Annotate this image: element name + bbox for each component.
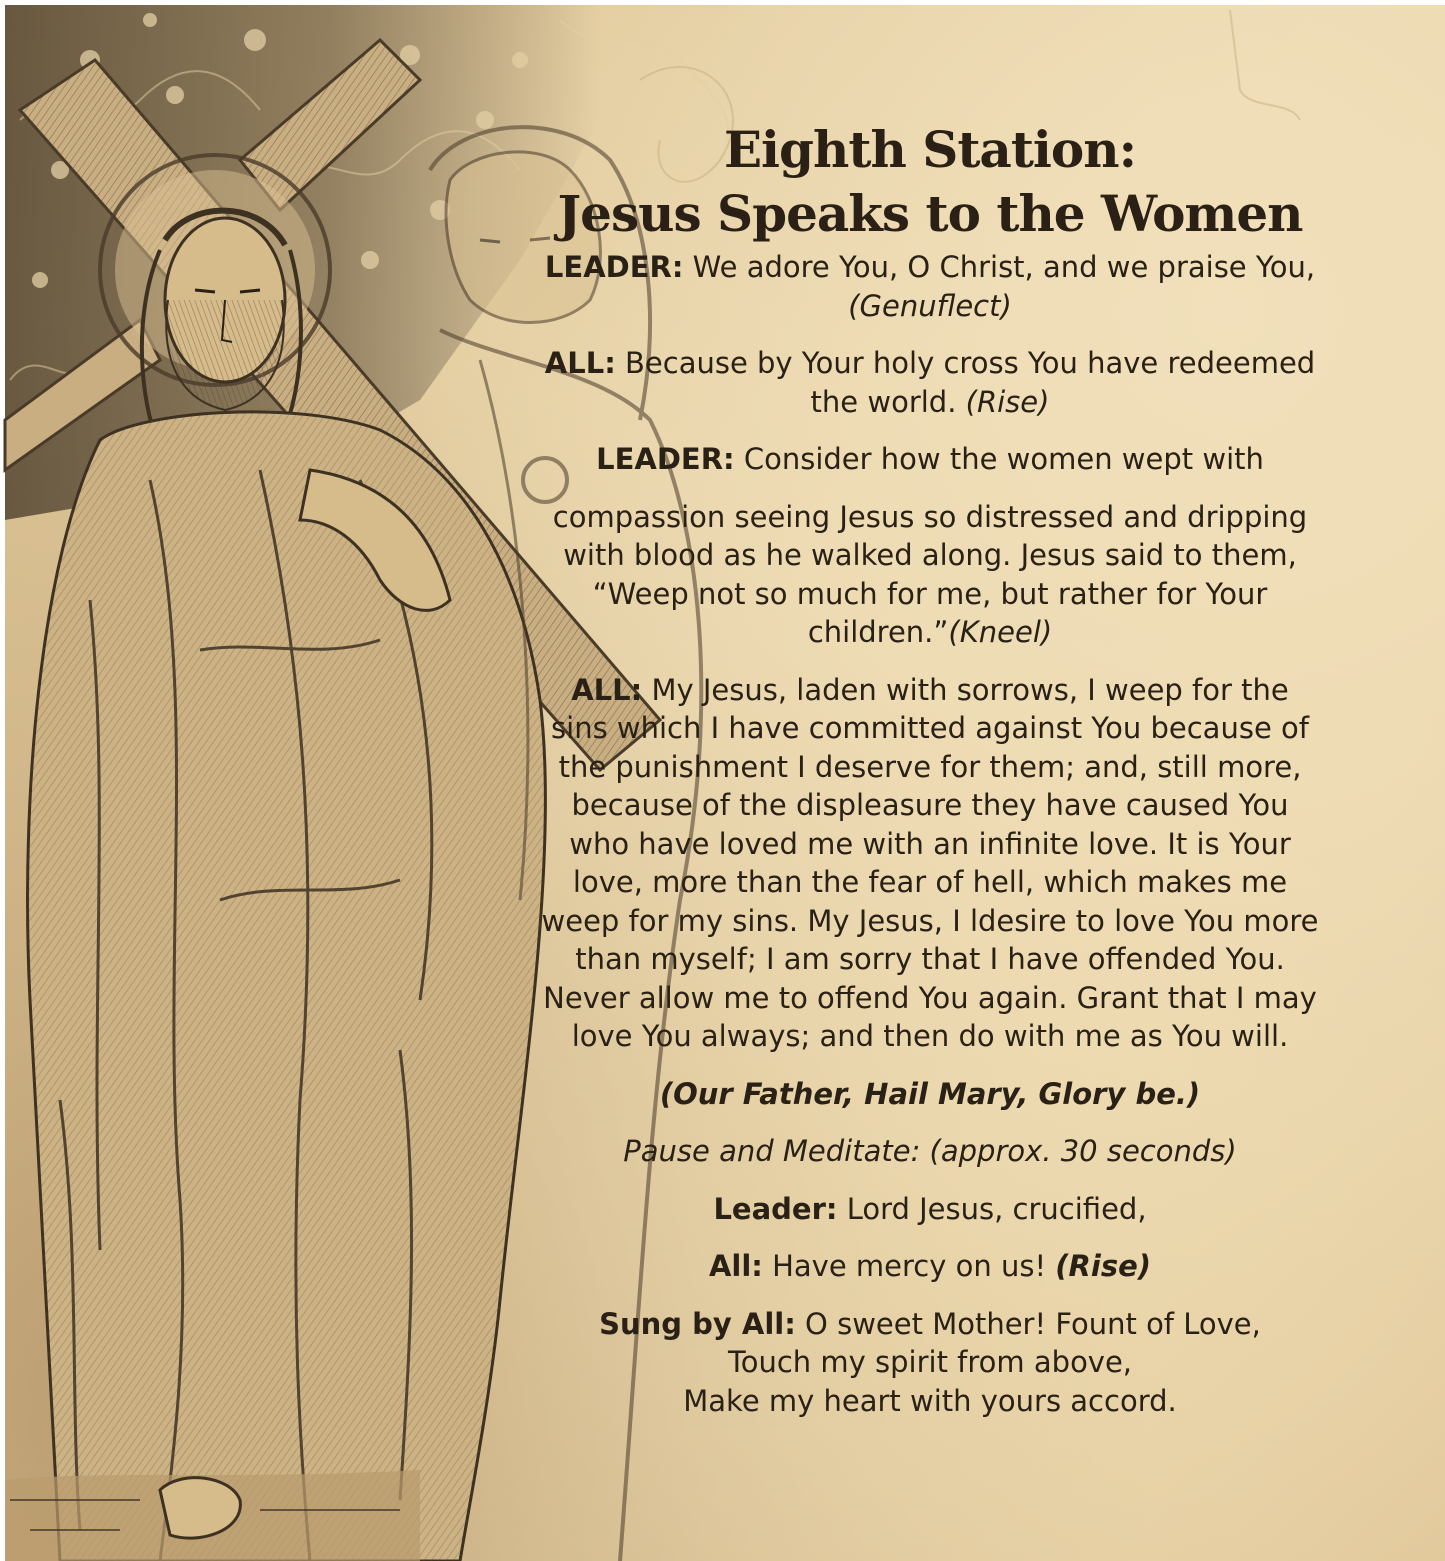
rubric-direction: (Our Father, Hail Mary, Glory be.) xyxy=(659,1076,1201,1111)
leader-adoration xyxy=(520,248,1340,325)
prayer-text: “Weep not so much for me, but rather for Your xyxy=(592,576,1268,611)
speaker-label: Leader: xyxy=(713,1191,838,1226)
prayer-text: sins which I have committed against You because of xyxy=(551,711,1309,745)
pause-meditate-rubric xyxy=(520,1132,1340,1171)
prayer-text: Never allow me to offend You again. Grant that I may xyxy=(543,980,1317,1015)
prayer-text: We adore You, O Christ, and we praise You, xyxy=(683,250,1316,284)
prayer-text: love, more than the fear of hell, which makes me xyxy=(572,865,1288,899)
all-act-of-contrition xyxy=(520,671,1340,1056)
prayer-text: compassion seeing Jesus so distressed and dripping xyxy=(552,499,1308,534)
prayer-text: weep for my sins. My Jesus, I ldesire to love You more xyxy=(541,903,1319,938)
prayer-text: Consider how the women wept with xyxy=(734,442,1264,476)
prayers-rubric xyxy=(520,1075,1340,1114)
prayer-text: My Jesus, laden with sorrows, I weep for the xyxy=(642,672,1289,707)
sung-verse xyxy=(520,1305,1340,1421)
prayer-text: the punishment I deserve for them; and, still more, xyxy=(558,749,1302,784)
all-response xyxy=(520,344,1340,421)
speaker-label: Sung by All: xyxy=(599,1306,796,1341)
prayer-text: than myself; I am sorry that I have offended You. xyxy=(575,942,1285,976)
prayer-text: Because by Your holy cross You have redeemed xyxy=(615,346,1316,380)
speaker-label: ALL: xyxy=(571,672,643,707)
rubric-direction: (Rise) xyxy=(965,384,1050,419)
hymn-text: Make my heart with yours accord. xyxy=(683,1383,1177,1418)
prayer-text: the world. xyxy=(810,384,966,419)
all-mercy xyxy=(520,1247,1340,1286)
speaker-label: LEADER: xyxy=(544,250,684,284)
station-title-line1: Eighth Station: xyxy=(723,120,1137,179)
prayer-text: Have mercy on us! xyxy=(762,1249,1056,1283)
prayer-text: who have loved me with an infinite love. It is Your xyxy=(569,826,1291,861)
prayer-text: because of the displeasure they have caused You xyxy=(571,788,1289,822)
rubric-direction: (Genuflect) xyxy=(848,288,1012,323)
speaker-label: All: xyxy=(708,1249,763,1283)
leader-crucified xyxy=(520,1190,1340,1229)
hymn-text: Touch my spirit from above, xyxy=(727,1345,1133,1379)
rubric-direction: (Rise) xyxy=(1055,1249,1152,1283)
speaker-label: LEADER: xyxy=(596,442,735,476)
hymn-text: O sweet Mother! Fount of Love, xyxy=(795,1306,1261,1341)
prayer-text: Lord Jesus, crucified, xyxy=(837,1191,1147,1226)
prayer-text: with blood as he walked along. Jesus said to them, xyxy=(563,538,1297,572)
prayer-text: children.” xyxy=(807,615,949,649)
prayer-text: love You always; and then do with me as You will. xyxy=(571,1019,1289,1053)
leader-consider xyxy=(520,440,1340,479)
prayer-text-column xyxy=(520,118,1340,1420)
speaker-label: ALL: xyxy=(544,346,616,380)
station-title xyxy=(520,118,1340,246)
rubric-direction: (Kneel) xyxy=(948,615,1053,649)
rubric-direction: Pause and Meditate: (approx. 30 seconds) xyxy=(623,1134,1237,1168)
meditation-paragraph xyxy=(520,498,1340,652)
station-title-line2: Jesus Speaks to the Women xyxy=(557,184,1303,243)
